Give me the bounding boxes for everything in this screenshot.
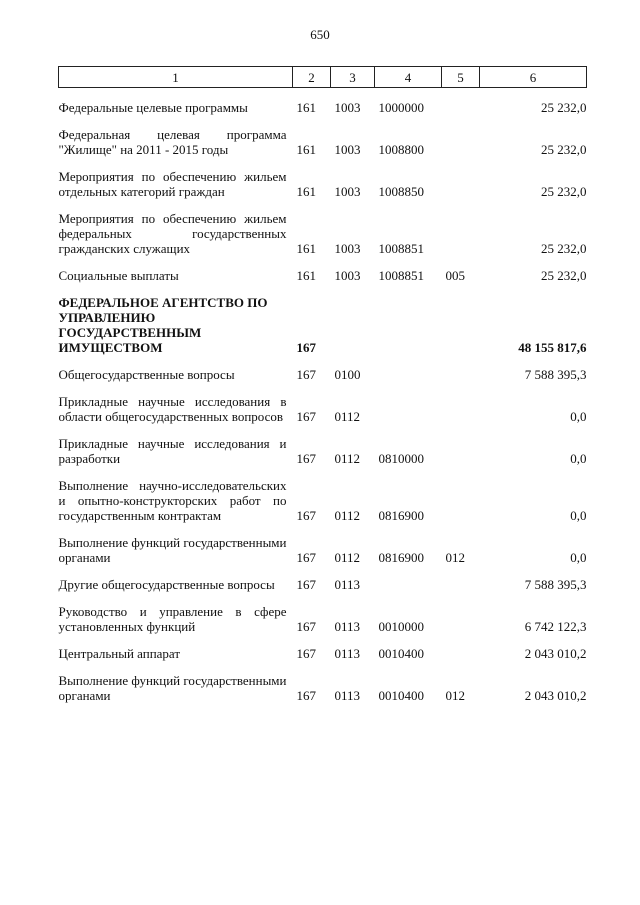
- row-name: Федеральная целевая программа "Жилище" на 2011 - 2015 годы: [58, 127, 287, 157]
- row-section-code: 1003: [334, 100, 361, 115]
- row-target-article-code: 0810000: [378, 451, 424, 466]
- row-expense-type-code: [442, 604, 480, 634]
- row-spacer: [59, 424, 587, 436]
- row-spacer-cell: [59, 115, 587, 127]
- table-row: [59, 268, 587, 283]
- row-chapter-code: 167: [296, 577, 316, 592]
- row-chapter-code: 161: [296, 241, 316, 256]
- row-section-code: 0112: [334, 550, 361, 565]
- table-row: [59, 646, 587, 661]
- row-chapter-code: 167: [296, 550, 316, 565]
- row-expense-type-code: [442, 646, 480, 661]
- row-target-article-code: 0010400: [378, 688, 424, 703]
- row-section-code: 0113: [334, 688, 361, 703]
- row-amount: 0,0: [570, 508, 587, 523]
- table-row: [59, 673, 587, 703]
- table-row: [59, 478, 587, 523]
- row-spacer: [59, 199, 587, 211]
- row-amount: 7 588 395,3: [524, 367, 587, 382]
- row-amount: 48 155 817,6: [518, 340, 587, 355]
- row-expense-type-code: 012: [445, 550, 465, 565]
- row-name: Мероприятия по обеспечению жильем федеральных государственных гражданских служащих: [58, 211, 287, 256]
- row-target-article-code: 0816900: [378, 550, 424, 565]
- row-spacer-cell: [59, 355, 587, 367]
- table-row: [59, 535, 587, 565]
- row-target-article-code: [375, 577, 442, 592]
- row-section-code: 0113: [334, 577, 361, 592]
- row-spacer-cell: [59, 661, 587, 673]
- row-target-article-code: 0816900: [378, 508, 424, 523]
- page-number: 650: [310, 27, 330, 42]
- row-section-code: 1003: [334, 184, 361, 199]
- row-spacer: [59, 634, 587, 646]
- row-expense-type-code: [442, 577, 480, 592]
- row-amount: 25 232,0: [541, 268, 587, 283]
- row-spacer: [59, 283, 587, 295]
- row-amount: 25 232,0: [541, 100, 587, 115]
- row-amount: 6 742 122,3: [524, 619, 587, 634]
- row-section-code: 1003: [334, 241, 361, 256]
- row-target-article-code: 0010000: [378, 619, 424, 634]
- row-expense-type-code: 012: [445, 688, 465, 703]
- row-section-code: 0113: [334, 619, 361, 634]
- row-chapter-code: 167: [296, 409, 316, 424]
- row-section-code: 1003: [334, 142, 361, 157]
- row-spacer: [59, 115, 587, 127]
- row-amount: 25 232,0: [541, 142, 587, 157]
- row-chapter-code: 167: [296, 619, 316, 634]
- row-amount: 0,0: [570, 409, 587, 424]
- column-header-1: 1: [59, 67, 293, 88]
- row-spacer: [59, 355, 587, 367]
- row-spacer-cell: [59, 382, 587, 394]
- column-header-2: 2: [293, 67, 331, 88]
- row-spacer-cell: [59, 424, 587, 436]
- row-name: Прикладные научные исследования в области общегосударственных вопросов: [58, 394, 287, 424]
- row-target-article-code: 1008851: [378, 268, 424, 283]
- row-target-article-code: 1008800: [378, 142, 424, 157]
- row-chapter-code: 167: [296, 508, 316, 523]
- row-spacer-cell: [59, 523, 587, 535]
- row-target-article-code: [375, 295, 442, 355]
- row-target-article-code: 1000000: [378, 100, 424, 115]
- row-name: ФЕДЕРАЛЬНОЕ АГЕНТСТВО ПО УПРАВЛЕНИЮ ГОСУДАРСТВЕННЫМ ИМУЩЕСТВОМ: [58, 295, 268, 355]
- row-name: Прикладные научные исследования и разработки: [58, 436, 287, 466]
- row-section-code: 0113: [334, 646, 361, 661]
- row-name: Центральный аппарат: [58, 646, 181, 661]
- row-expense-type-code: 005: [445, 268, 465, 283]
- row-chapter-code: 167: [296, 340, 316, 355]
- row-name: Выполнение функций государственными органами: [58, 535, 287, 565]
- row-name: Общегосударственные вопросы: [58, 367, 235, 382]
- row-target-article-code: 1008850: [378, 184, 424, 199]
- row-spacer-cell: [59, 565, 587, 577]
- row-spacer-cell: [59, 634, 587, 646]
- row-expense-type-code: [442, 394, 480, 424]
- row-spacer: [59, 382, 587, 394]
- table-row: [59, 367, 587, 382]
- row-amount: 25 232,0: [541, 241, 587, 256]
- row-spacer-cell: [59, 199, 587, 211]
- row-chapter-code: 161: [296, 184, 316, 199]
- row-expense-type-code: [442, 478, 480, 523]
- row-name: Мероприятия по обеспечению жильем отдельных категорий граждан: [58, 169, 287, 199]
- row-spacer-cell: [59, 157, 587, 169]
- row-spacer: [59, 523, 587, 535]
- row-amount: 2 043 010,2: [524, 646, 587, 661]
- table-row: [59, 394, 587, 424]
- row-amount: 0,0: [570, 451, 587, 466]
- row-spacer: [59, 157, 587, 169]
- row-spacer: [59, 592, 587, 604]
- row-chapter-code: 161: [296, 268, 316, 283]
- row-amount: 7 588 395,3: [524, 577, 587, 592]
- row-amount: 0,0: [570, 550, 587, 565]
- row-amount: 25 232,0: [541, 184, 587, 199]
- row-expense-type-code: [442, 211, 480, 256]
- row-spacer: [59, 88, 587, 101]
- row-spacer: [59, 565, 587, 577]
- row-name: Социальные выплаты: [58, 268, 179, 283]
- row-expense-type-code: [442, 295, 480, 355]
- row-chapter-code: 161: [296, 142, 316, 157]
- row-section-code: 0112: [334, 451, 361, 466]
- row-chapter-code: 167: [296, 646, 316, 661]
- row-chapter-code: 161: [296, 100, 316, 115]
- row-name: Выполнение функций государственными органами: [58, 673, 287, 703]
- row-chapter-code: 167: [296, 688, 316, 703]
- row-spacer-cell: [59, 466, 587, 478]
- row-section-code: 1003: [334, 268, 361, 283]
- row-name: Другие общегосударственные вопросы: [58, 577, 275, 592]
- row-amount: 2 043 010,2: [524, 688, 587, 703]
- table-body: [59, 88, 587, 704]
- row-section-code: 0100: [334, 367, 361, 382]
- row-spacer: [59, 256, 587, 268]
- table-row: [59, 211, 587, 256]
- table-header: [59, 67, 587, 88]
- table-row: [59, 577, 587, 592]
- row-expense-type-code: [442, 100, 480, 115]
- row-spacer: [59, 466, 587, 478]
- row-name: Федеральные целевые программы: [58, 100, 248, 115]
- table-row: [59, 604, 587, 634]
- row-target-article-code: [375, 367, 442, 382]
- row-spacer-cell: [59, 592, 587, 604]
- row-spacer-cell: [59, 256, 587, 268]
- row-chapter-code: 167: [296, 451, 316, 466]
- table-row: [59, 295, 587, 355]
- row-expense-type-code: [442, 127, 480, 157]
- column-header-3: 3: [331, 67, 375, 88]
- header-row: [59, 67, 587, 88]
- row-name: Выполнение научно-исследовательских и опытно-конструкторских работ по государственным контрактам: [58, 478, 287, 523]
- row-name: Руководство и управление в сфере установленных функций: [58, 604, 287, 634]
- row-section-code: 0112: [334, 508, 361, 523]
- table-row: [59, 169, 587, 199]
- row-target-article-code: 0010400: [378, 646, 424, 661]
- row-chapter-code: 167: [296, 367, 316, 382]
- row-expense-type-code: [442, 367, 480, 382]
- budget-table: [58, 66, 587, 703]
- row-spacer-cell: [59, 88, 587, 101]
- row-expense-type-code: [442, 169, 480, 199]
- table-row: [59, 100, 587, 115]
- column-header-4: 4: [375, 67, 442, 88]
- row-section-code: [331, 295, 375, 355]
- row-target-article-code: [375, 394, 442, 424]
- row-expense-type-code: [442, 436, 480, 466]
- row-section-code: 0112: [334, 409, 361, 424]
- budget-table-container: [58, 66, 586, 703]
- column-header-5: 5: [442, 67, 480, 88]
- row-spacer: [59, 661, 587, 673]
- row-spacer-cell: [59, 283, 587, 295]
- row-target-article-code: 1008851: [378, 241, 424, 256]
- table-row: [59, 436, 587, 466]
- column-header-6: 6: [480, 67, 587, 88]
- table-row: [59, 127, 587, 157]
